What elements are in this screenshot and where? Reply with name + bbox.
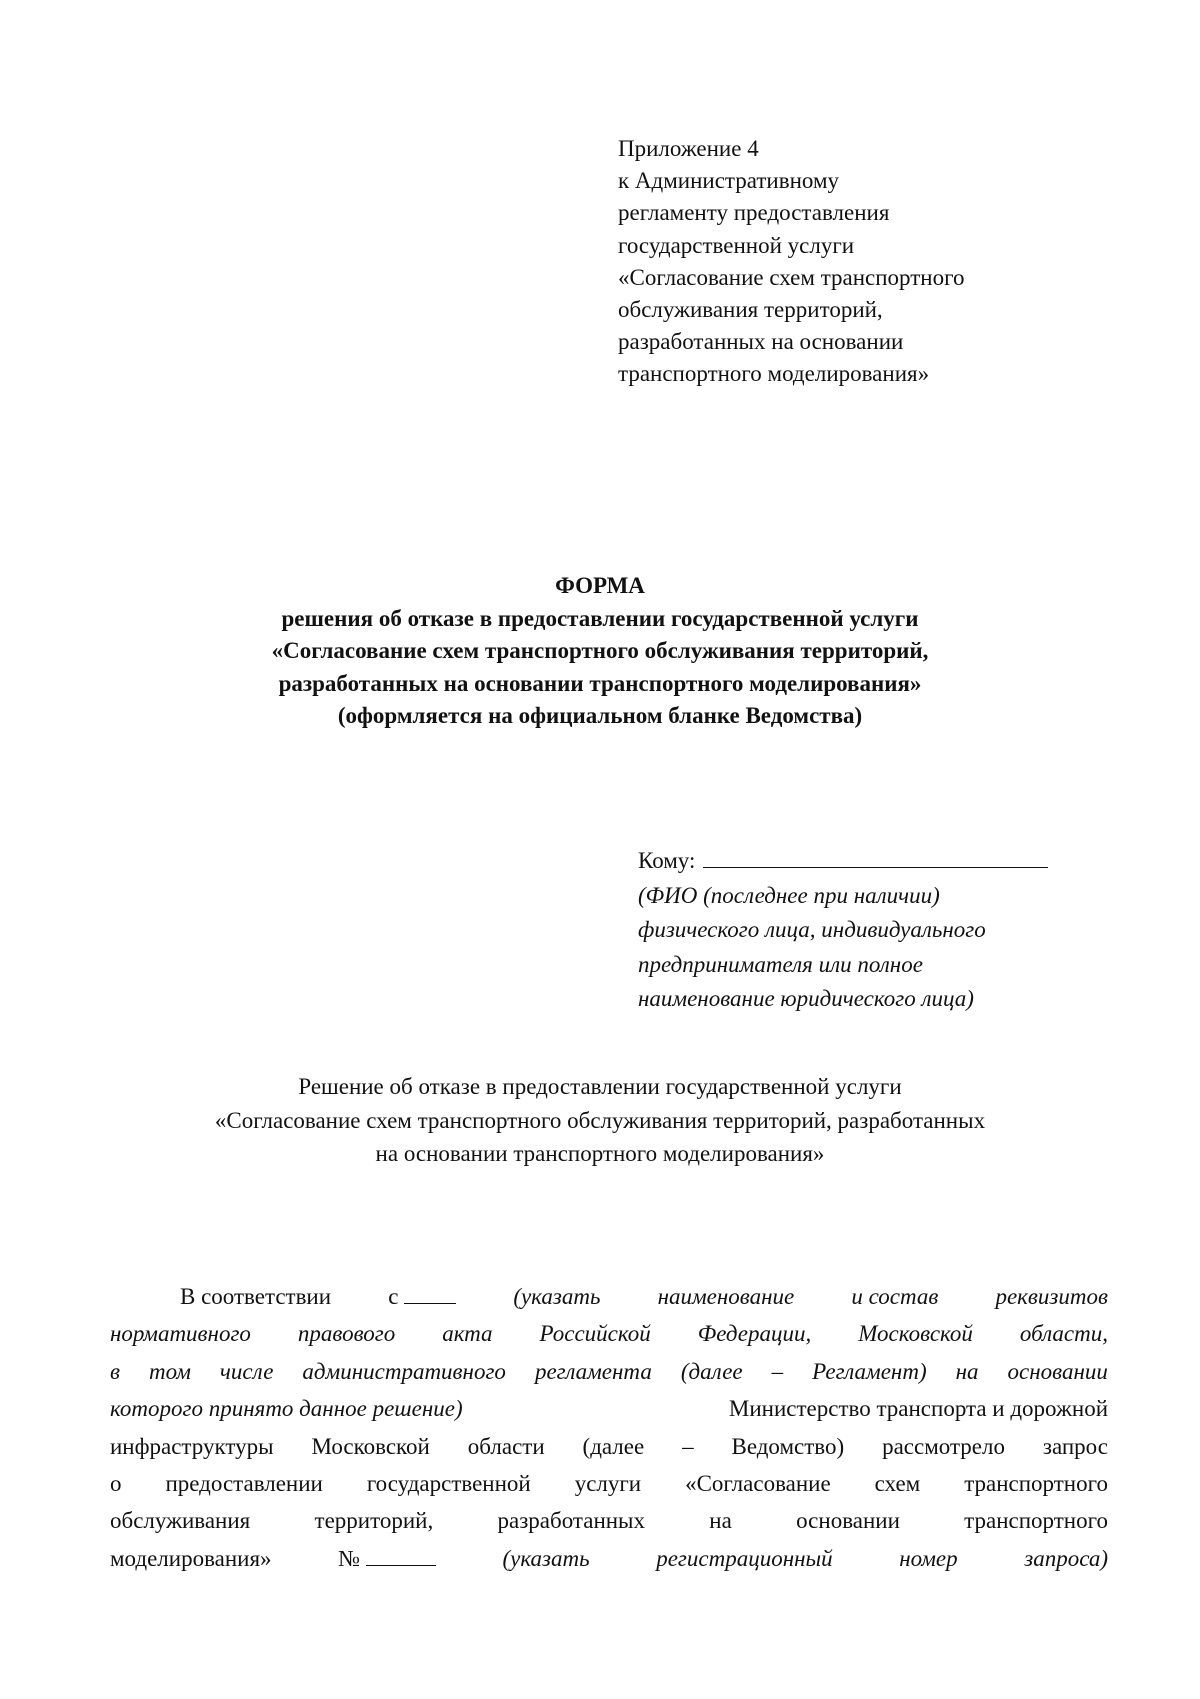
body-word: области,: [1019, 1321, 1108, 1347]
act-name-blank-field[interactable]: [404, 1285, 456, 1304]
body-word: о: [110, 1471, 122, 1497]
form-heading: ФОРМА: [555, 573, 645, 598]
body-word: акта: [442, 1321, 493, 1347]
body-line: [110, 1428, 1108, 1465]
recipient-label: Кому:: [638, 848, 696, 873]
body-word: Федерации,: [697, 1321, 812, 1347]
body-line-text: [110, 1465, 1108, 1502]
body-word: моделирования»: [110, 1545, 272, 1571]
body-word: транспортного: [964, 1471, 1108, 1497]
body-word: обслуживания: [110, 1508, 251, 1534]
body-word: –: [771, 1358, 784, 1384]
body-line: [110, 1540, 1108, 1577]
body-line: [110, 1502, 1108, 1539]
body-line: [110, 1315, 1108, 1352]
body-word: на: [709, 1508, 732, 1534]
body-word: [388, 1278, 456, 1315]
body-word: том: [148, 1358, 191, 1384]
body-word: Регламент): [812, 1358, 927, 1384]
body-line: [110, 1390, 1108, 1427]
request-number-blank-field[interactable]: [366, 1547, 436, 1566]
body-word: правового: [297, 1321, 396, 1347]
body-word: государственной: [366, 1471, 531, 1497]
appendix-reference: [618, 133, 1118, 391]
recipient-block: [638, 844, 1098, 1017]
form-title-line: решения об отказе в предоставлении государственной услуги: [281, 605, 919, 631]
recipient-hint-line: физического лица, индивидуального: [638, 917, 986, 942]
body-word: Ведомство): [731, 1433, 845, 1459]
body-word: (далее: [582, 1433, 645, 1459]
body-word-text: №: [338, 1545, 361, 1571]
body-line-text: [110, 1353, 1108, 1390]
body-word: Московской: [858, 1321, 973, 1347]
body-word: транспортного: [964, 1508, 1108, 1534]
appendix-line: транспортного моделирования»: [618, 361, 930, 387]
recipient-hint-line: (ФИО (последнее при наличии): [638, 882, 940, 908]
body-word: административного: [302, 1358, 506, 1384]
body-word: инфраструктуры: [110, 1433, 274, 1459]
body-word: территорий,: [314, 1508, 434, 1534]
body-word: запрос: [1042, 1433, 1108, 1459]
body-word: на: [955, 1358, 979, 1384]
decision-heading-line: Решение об отказе в предоставлении государственной услуги: [298, 1074, 902, 1099]
body-line: [110, 1353, 1108, 1390]
recipient-blank-field[interactable]: [703, 845, 1048, 868]
body-word: (указать: [513, 1284, 601, 1309]
recipient-hint-line: предпринимателя или полное: [638, 951, 923, 977]
body-word: области: [467, 1433, 545, 1459]
appendix-line: регламенту предоставления: [618, 200, 890, 226]
body-word: и состав: [851, 1284, 939, 1309]
appendix-line: государственной услуги: [618, 232, 855, 258]
body-word: наименование: [657, 1284, 795, 1309]
body-word: реквизитов: [995, 1284, 1108, 1309]
form-title-line: (оформляется на официальном бланке Ведомства): [337, 703, 863, 728]
body-word: Российской: [539, 1321, 651, 1347]
decision-heading: [0, 1070, 1200, 1171]
appendix-line: обслуживания территорий,: [618, 297, 883, 323]
body-word: В соответствии: [180, 1284, 332, 1309]
body-word: (далее: [680, 1358, 743, 1384]
body-word: [338, 1540, 436, 1577]
body-line-text: [110, 1315, 1108, 1352]
body-word: разработанных: [497, 1508, 646, 1534]
body-word: номер: [899, 1545, 958, 1571]
body-word: рассмотрело: [882, 1433, 1005, 1459]
body-word: (указать: [502, 1545, 590, 1571]
decision-heading-line: «Согласование схем транспортного обслуживания территорий, разработанных: [214, 1107, 986, 1133]
body-word: запроса): [1024, 1545, 1108, 1571]
body-word: «Согласование: [685, 1471, 831, 1497]
appendix-line: Приложение 4: [618, 136, 759, 161]
body-line: [110, 1465, 1108, 1502]
body-word: –: [682, 1433, 694, 1459]
body-word: числе: [219, 1358, 274, 1384]
body-word: схем: [874, 1471, 921, 1497]
appendix-line: разработанных на основании: [618, 329, 904, 355]
body-line-text: [110, 1428, 1108, 1465]
body-paragraph: [110, 1278, 1108, 1577]
body-word: регистрационный: [656, 1545, 833, 1571]
appendix-line: к Административному: [618, 168, 840, 194]
body-word-text: с: [388, 1284, 399, 1309]
form-title-line: «Согласование схем транспортного обслуживания территорий,: [271, 638, 929, 663]
body-word: основании: [1007, 1358, 1108, 1384]
body-word: основании: [796, 1508, 900, 1534]
recipient-line: [638, 844, 1098, 879]
body-italic-text: которого принято данное решение): [110, 1396, 463, 1422]
body-word: нормативного: [110, 1321, 251, 1347]
body-word: в: [110, 1358, 120, 1384]
body-word: регламента: [534, 1358, 652, 1384]
body-word: предоставлении: [165, 1471, 323, 1497]
body-line-text: [110, 1502, 1108, 1539]
form-title: [0, 570, 1200, 733]
body-line-text: Министерство транспорта и дорожной: [728, 1396, 1108, 1422]
decision-heading-line: на основании транспортного моделирования»: [375, 1141, 825, 1166]
body-line: [110, 1278, 1108, 1315]
recipient-hint-line: наименование юридического лица): [638, 986, 974, 1011]
appendix-line: «Согласование схем транспортного: [618, 264, 965, 290]
body-word: Московской: [311, 1433, 430, 1459]
form-title-line: разработанных на основании транспортного моделирования»: [278, 670, 922, 696]
body-word: услуги: [574, 1471, 642, 1497]
